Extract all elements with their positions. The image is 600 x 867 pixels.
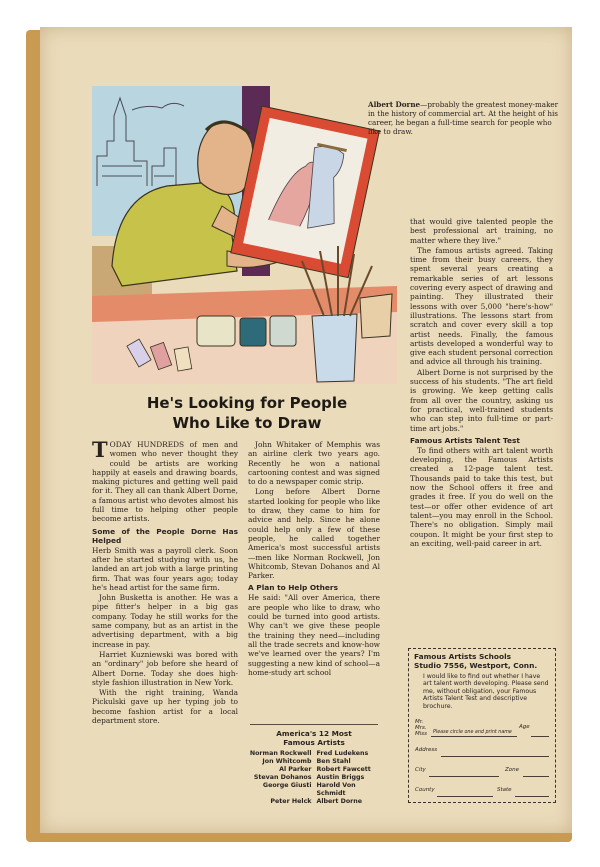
intro-paragraph [92,437,238,524]
article-column-1 [92,437,238,726]
paragraph: Albert Dorne is not surprised by the success of his students. "The art field is growing. We keep getting calls from all over the country, asking us for practical, well-trained students who can step into full-time or part-time art jobs." [410,367,553,433]
artist-name: Albert Dorne [316,798,363,805]
artist-name: Ben Stahl [316,758,351,765]
city-zone-field[interactable] [415,767,549,777]
paragraph: He said: "All over America, there are people who like to draw, who could be turned into good artists. Why can't we give these people the training they need—including all the trade secrets and know-how we've learned over the years? I'm suggesting a new kind of school—a home-study art school [248,593,380,677]
artists-grid [248,750,380,806]
city-underline [429,776,499,777]
artist-name: Stevan Dohanos [253,774,312,781]
age-label: Age [519,724,530,730]
address-field[interactable] [415,747,549,757]
name-title-label: Mr. Mrs. Miss [415,719,428,737]
article-column-2 [248,440,380,678]
state-underline [515,796,549,797]
section-heading-people-helped: Some of the People Dorne Has Helped [92,526,238,545]
name-field[interactable] [415,719,549,737]
city-label: City [415,767,426,773]
headline [92,393,402,433]
coupon-title [414,652,550,670]
artist-illustration [92,86,397,384]
artist-name: Harold Von Schmidt [316,782,356,797]
address-underline [441,756,549,757]
zone-underline [523,776,549,777]
artist-name: Austin Briggs [316,774,365,781]
paragraph: The famous artists agreed. Taking time from their busy careers, they spent several years creating a remarkable series of art lessons covering every aspect of drawing and painting. They illustrated their lessons with over 5,000 "here's-how" illustrations. The lessons start from scratch and cover every skill a top artist needs. Finally, the famous artists developed a wonderful way to give each student personal correction and advice all through his training. [410,245,553,367]
intro-text: of men and women who never thought they could be artists are working happily at easels and drawing boards, making pictures and getting well paid for it. They all can thank Albert Dorne, a famous artist who devotes almost his full time to helping other people become artists. [92,440,238,524]
section-heading-plan: A Plan to Help Others [248,583,338,593]
paragraph: To find others with art talent worth developing, the Famous Artists created a 12-page talent test. Thousands paid to take this test, but now the School offers it free and grades it free. If you do well on the test—or offer other evidence of art talent—you may enroll in the School. There's no obligation. Simply mail coupon. It might be your first step to an exciting, well-paid career in art. [410,445,553,548]
artist-name: Al Parker [279,766,312,773]
article-column-3 [410,217,553,549]
drop-cap: T [92,437,108,462]
county-label: County [415,787,435,793]
headline-line-2: Who Like to Draw [172,414,322,432]
divider [250,724,378,725]
caption-name: Albert Dorne [368,100,421,109]
artist-name: Fred Ludekens [316,750,369,757]
state-label: State [497,787,512,793]
name-hint: Please circle one and print name [433,730,512,735]
coupon-title-line-2: Studio 7556, Westport, Conn. [414,661,538,670]
paragraph: With the right training, Wanda Pickulski gave up her typing job to become fashion artist for a local department store. [92,688,238,726]
paragraph: Long before Albert Dorne started looking for people who like to draw, they came to him for advice and help. Since he alone could help only a few of these people, he called together America's most successful artists—men like Norman Rockwell, Jon Whitcomb, Stevan Dohanos and Al Parker. [248,487,380,581]
county-underline [437,796,493,797]
paragraph: that would give talented people the best professional art training, no matter where they live." [410,217,553,245]
illustration-caption [368,100,564,136]
name-underline [431,736,517,737]
caption-text: —probably the greatest money-maker in the history of commercial art. At the height of his career, he began a full-time search for people who like to draw. [368,100,559,136]
artists-title-line-1: America's 12 Most [276,729,352,738]
paragraph: John Whitaker of Memphis was an airline clerk two years ago. Recently he won a national cartooning contest and was signed to do a newspaper comic strip. [248,440,380,487]
age-underline [531,736,549,737]
artist-name: Peter Helck [270,798,312,805]
coupon-body: I would like to find out whether I have art talent worth developing. Please send me, without obligation, your Famous Artists Talent Test and descriptive brochure. [423,673,549,710]
famous-artists-list [248,729,380,806]
paragraph: Harriet Kuzniewski was bored with an "ordinary" job before she heard of Albert Dorne. Today she does high-style fashion illustration in New York. [92,649,238,687]
artist-name: Robert Fawcett [316,766,371,773]
paragraph: Herb Smith was a payroll clerk. Soon after he started studying with us, he landed an art job with a large printing firm. That was four years ago; today he's head artist for the same firm. [92,545,238,592]
artists-title [248,729,380,747]
artist-name: Jon Whitcomb [262,758,312,765]
coupon-title-line-1: Famous Artists Schools [414,652,512,661]
zone-label: Zone [505,767,520,773]
headline-line-1: He's Looking for People [146,394,348,412]
mail-coupon[interactable] [408,648,556,803]
county-state-field[interactable] [415,787,549,797]
section-heading-talent-test: Famous Artists Talent Test [410,435,520,445]
artist-name: Norman Rockwell [249,750,312,757]
artist-name: George Giusti [262,782,312,789]
paragraph: John Busketta is another. He was a pipe fitter's helper in a big gas company. Today he still works for the same company, but as an artist in the advertising department, with a big increase in pay. [92,593,238,649]
artists-title-line-2: Famous Artists [283,738,345,747]
address-label: Address [415,747,438,753]
intro-smallcaps: ODAY HUNDREDS [109,440,185,449]
